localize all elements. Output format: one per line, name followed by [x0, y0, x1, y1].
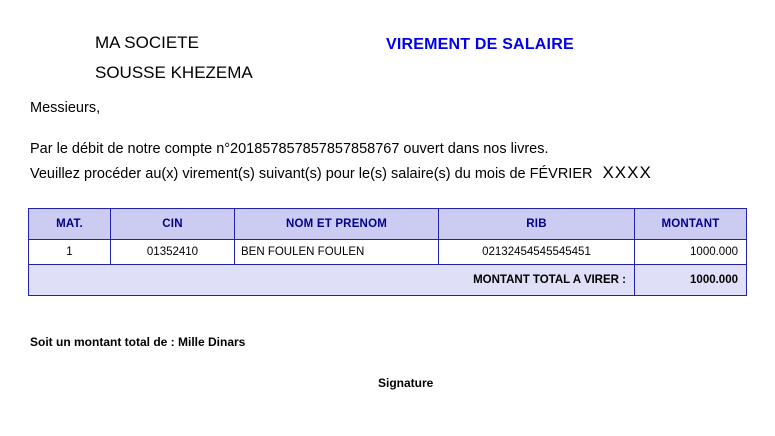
column-header-cin: CIN	[111, 209, 235, 240]
company-name: MA SOCIETE	[95, 33, 199, 52]
column-header-mat: MAT.	[29, 209, 111, 240]
company-block	[95, 28, 253, 88]
total-value: 1000.000	[635, 265, 747, 296]
company-address: SOUSSE KHEZEMA	[95, 63, 253, 82]
amount-in-words: Soit un montant total de : Mille Dinars	[30, 335, 246, 349]
signature-label: Signature	[378, 376, 434, 390]
cell-nom: BEN FOULEN FOULEN	[235, 240, 439, 265]
salutation-text: Messieurs,	[30, 100, 101, 116]
table-row	[29, 240, 747, 265]
table-total-row	[29, 265, 747, 296]
cell-mat: 1	[29, 240, 111, 265]
salary-transfer-table	[28, 208, 747, 296]
cell-cin: 01352410	[111, 240, 235, 265]
document-title: VIREMENT DE SALAIRE	[386, 36, 574, 53]
paragraph-line-2-text: Veuillez procéder au(x) virement(s) suivant(s) pour le(s) salaire(s) du mois de FÉVRIER	[30, 166, 593, 182]
column-header-rib: RIB	[439, 209, 635, 240]
column-header-nom: NOM ET PRENOM	[235, 209, 439, 240]
cell-rib: 02132454545545451	[439, 240, 635, 265]
table-header-row	[29, 209, 747, 240]
paragraph-line-1: Par le débit de notre compte n°201857857857857858767 ouvert dans nos livres.	[30, 141, 549, 157]
column-header-montant: MONTANT	[635, 209, 747, 240]
paragraph-line-2	[30, 161, 652, 186]
year-value: XXXX	[602, 163, 652, 182]
total-label: MONTANT TOTAL A VIRER :	[29, 265, 635, 296]
cell-montant: 1000.000	[635, 240, 747, 265]
intro-paragraph	[30, 137, 652, 186]
